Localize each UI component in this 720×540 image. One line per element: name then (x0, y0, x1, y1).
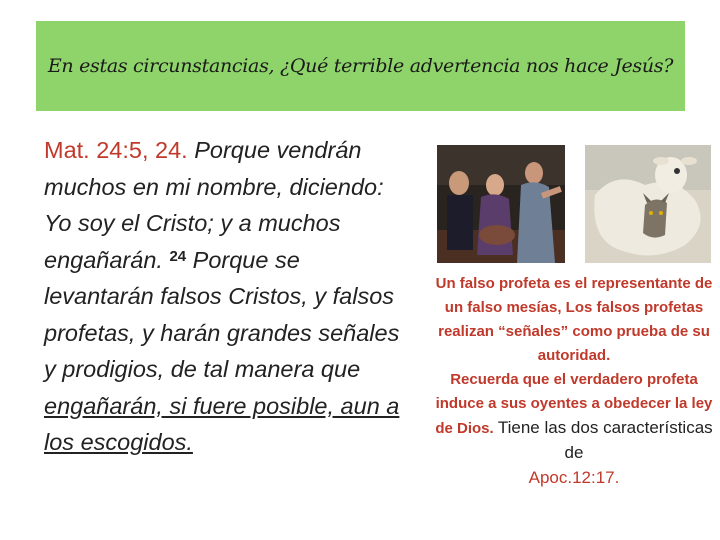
caption-plain-text: Tiene las dos características de (497, 418, 713, 462)
scripture-reference: Mat. 24:5, 24. (44, 137, 188, 163)
sheep-wolf-photo (585, 145, 711, 263)
verse-number: 24 (169, 247, 187, 265)
scripture-text-underlined: engañarán, si fuere posible, aun a los escogidos. (44, 392, 400, 455)
caption-bold-text-2: Recuerda que el verdadero profeta induce a sus oyentes a obedecer la ley de Dios. (435, 371, 713, 437)
caption-bold-text-1: Un falso profeta es el representante de un falso mesías, Los falsos profetas realizan “señales” como prueba de su autoridad. (435, 275, 713, 364)
caption-reference: Apoc.12:17. (528, 468, 620, 487)
slide-title: En estas circunstancias, ¿Qué terrible advertencia nos hace Jesús? (47, 55, 674, 77)
scripture-passage (44, 132, 414, 461)
caption-text (432, 272, 716, 491)
preacher-crowd-photo (437, 145, 565, 263)
scripture-text-part1: Porque vendrán muchos en mi nombre, diciendo: Yo soy el Cristo; y a muchos engañarán. (44, 137, 384, 273)
title-banner (36, 21, 685, 111)
scripture-text-part2: Porque se levantarán falsos Cristos, y falsos profetas, y harán grandes señales y prodigios, de tal manera que (44, 246, 400, 382)
